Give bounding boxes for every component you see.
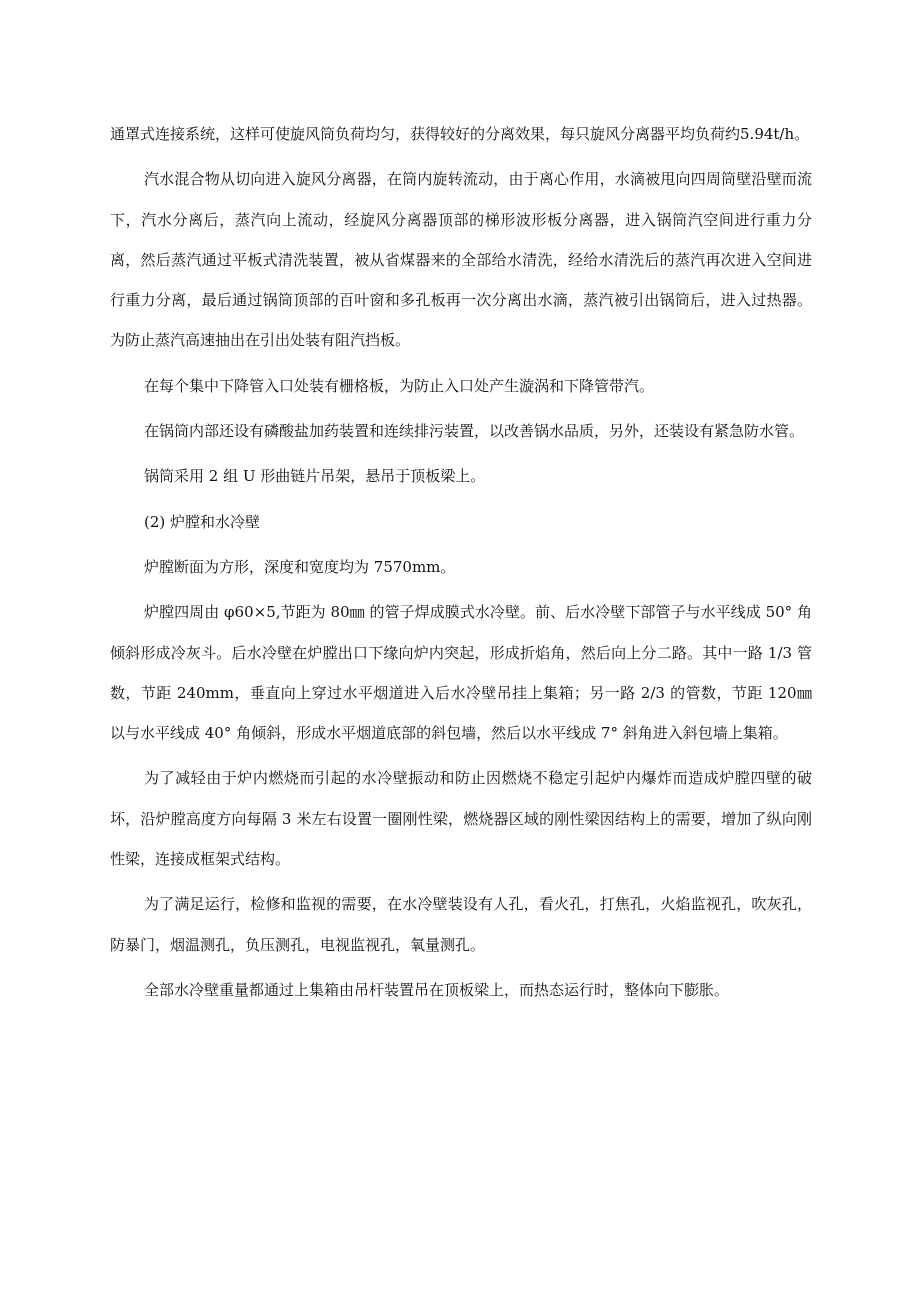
paragraph-drum-hanger: 锅筒采用 2 组 U 形曲链片吊架，悬吊于顶板梁上。	[144, 467, 486, 486]
paragraph-steam-separation: 汽水混合物从切向进入旋风分离器，在筒内旋转流动，由于离心作用，水滴被甩向四周筒壁沿壁而流下，汽水分离后，蒸汽向上流动，经旋风分离器顶部的梯形波形板分离器，进入锅筒汽空间进行重力分离，然后蒸汽通过平板式清洗装置，被从省煤器来的全部给水清洗，经给水清洗后的蒸汽再次进入空间进行重力分离，最后通过锅筒顶部的百叶窗和多孔板再一次分离出水滴，蒸汽被引出锅筒后，进入过热器。为防止蒸汽高速抽出在引出处装有阻汽挡板。	[110, 170, 812, 350]
paragraph-dosing-blowdown: 在锅筒内部还设有磷酸盐加药装置和连续排污装置，以改善锅水品质，另外，还装设有紧急防水管。	[144, 422, 805, 441]
paragraph-continuation: 通罩式连接系统，这样可使旋风筒负荷均匀，获得较好的分离效果，每只旋风分离器平均负荷约5.94t/h。	[110, 125, 810, 143]
paragraph-downcomer-grid: 在每个集中下降管入口处装有栅格板，为防止入口处产生漩涡和下降管带汽。	[144, 376, 655, 395]
section-heading-furnace-waterwall: (2) 炉膛和水冷壁	[144, 512, 261, 531]
document-body	[110, 114, 812, 1015]
paragraph-waterwall-suspension: 全部水冷壁重量都通过上集箱由吊杆装置吊在顶板梁上，而热态运行时，整体向下膨胀。	[144, 980, 730, 999]
paragraph-buckstays: 为了减轻由于炉内燃烧而引起的水冷壁振动和防止因燃烧不稳定引起炉内爆炸而造成炉膛四壁的破坏，沿炉膛高度方向每隔 3 米左右设置一圈刚性梁，燃烧器区域的刚性梁因结构上的需要，增加了纵向刚性梁，连接成框架式结构。	[110, 769, 812, 869]
paragraph-access-ports: 为了满足运行，检修和监视的需要，在水冷壁装设有人孔，看火孔，打焦孔，火焰监视孔，吹灰孔，防暴门，烟温测孔，负压测孔，电视监视孔，氧量测孔。	[110, 895, 812, 954]
paragraph-membrane-waterwall: 炉膛四周由 φ60×5,节距为 80㎜ 的管子焊成膜式水冷壁。前、后水冷壁下部管子与水平线成 50° 角倾斜形成冷灰斗。后水冷壁在炉膛出口下缘向炉内突起，形成折焰角，然后向上分二路。其中一路 1/3 管数，节距 240mm，垂直向上穿过水平烟道进入后水冷壁吊挂上集箱；另一路 2/3 的管数，节距 120㎜ 以与水平线成 40° 角倾斜，形成水平烟道底部的斜包墙，然后以水平线成 7° 斜角进入斜包墙上集箱。	[110, 603, 812, 743]
paragraph-furnace-section: 炉膛断面为方形，深度和宽度均为 7570mm。	[144, 557, 456, 576]
